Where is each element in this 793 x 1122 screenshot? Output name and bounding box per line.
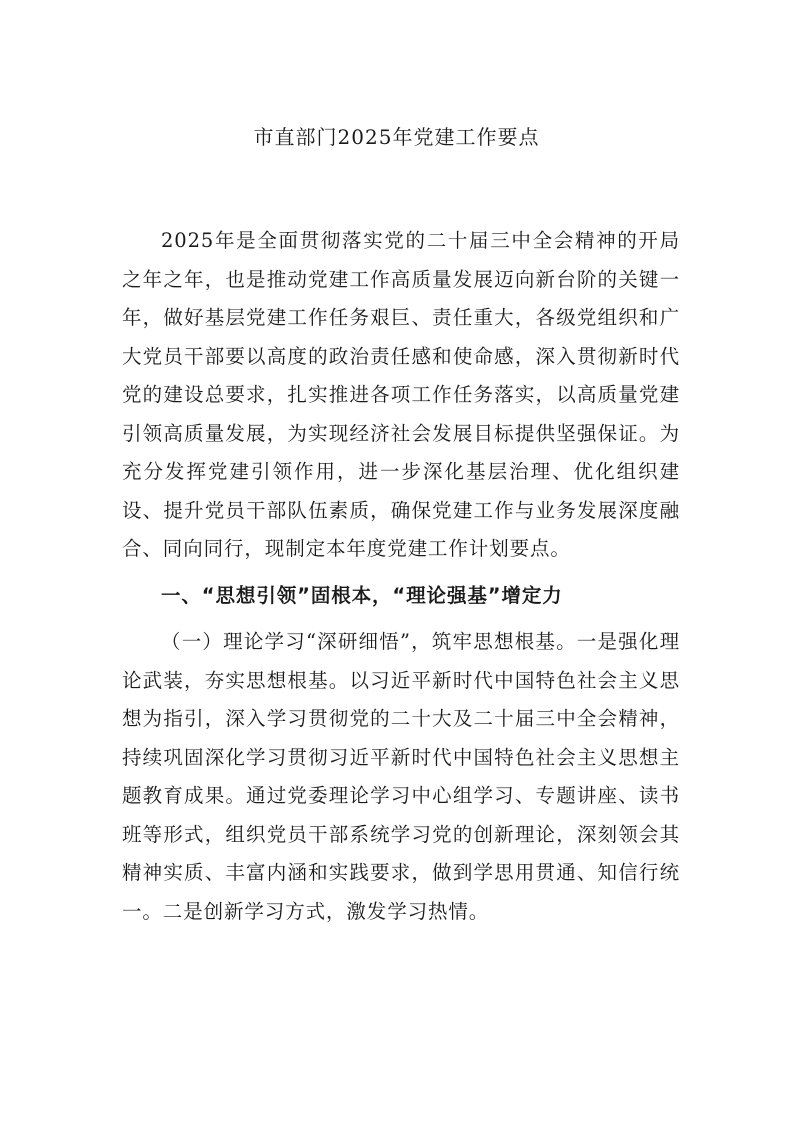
intro-paragraph: 2025年是全面贯彻落实党的二十届三中全会精神的开局之年之年，也是推动党建工作高质量发展迈向新台阶的关键一年，做好基层党建工作任务艰巨、责任重大，各级党组织和广大党员干部要以高度的政治责任感和使命感，深入贯彻新时代党的建设总要求，扎实推进各项工作任务落实，以高质量党建引领高质量发展，为实现经济社会发展目标提供坚强保证。为充分发挥党建引领作用，进一步深化基层治理、优化组织建设、提升党员干部队伍素质，确保党建工作与业务发展深度融合、同向同行，现制定本年度党建工作计划要点。 (122, 229, 680, 560)
section-1-heading: 一、“思想引领”固根本，“理论强基”增定力 (161, 583, 563, 607)
section-1-paragraph-1: （一）理论学习“深研细悟”，筑牢思想根基。一是强化理论武装，夯实思想根基。以习近平新时代中国特色社会主义思想为指引，深入学习贯彻党的二十大及二十届三中全会精神，持续巩固深化学习贯彻习近平新时代中国特色社会主义思想主题教育成果。通过党委理论学习中心组学习、专题讲座、读书班等形式，组织党员干部系统学习党的创新理论，深刻领会其精神实质、丰富内涵和实践要求，做到学思用贯通、知信行统一。二是创新学习方式，激发学习热情。 (122, 630, 680, 923)
document-body (122, 222, 680, 931)
document-title: 市直部门2025年党建工作要点 (253, 125, 540, 149)
spacer (122, 615, 680, 623)
spacer (122, 569, 680, 577)
